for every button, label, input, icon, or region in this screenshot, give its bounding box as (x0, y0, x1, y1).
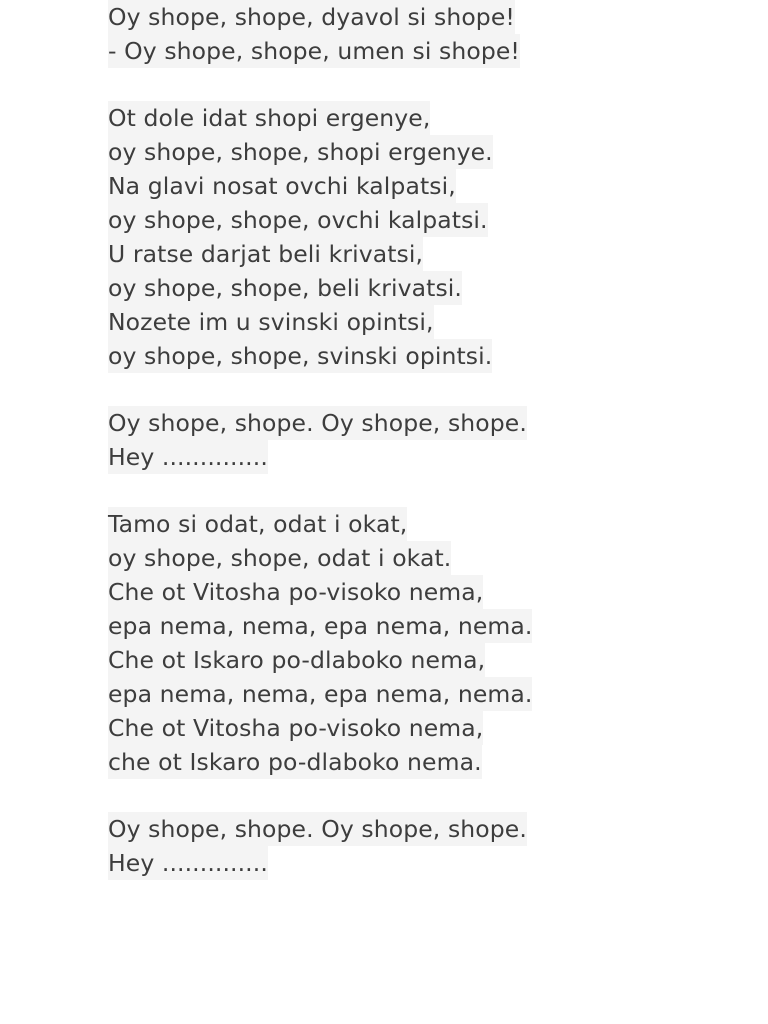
lyrics-line: Che ot Iskaro po-dlaboko nema, (108, 643, 485, 677)
lyrics-stanza (108, 507, 768, 779)
lyrics-line: oy shope, shope, shopi ergenye. (108, 135, 493, 169)
lyrics-line: Nozete im u svinski opintsi, (108, 305, 434, 339)
lyrics-stanza (108, 812, 768, 880)
lyrics-line: Hey .............. (108, 440, 268, 474)
lyrics-line: Na glavi nosat ovchi kalpatsi, (108, 169, 456, 203)
lyrics-line: Che ot Vitosha po-visoko nema, (108, 711, 483, 745)
lyrics-line: epa nema, nema, epa nema, nema. (108, 677, 532, 711)
lyrics-line: - Oy shope, shope, umen si shope! (108, 34, 520, 68)
lyrics-line: Oy shope, shope. Oy shope, shope. (108, 812, 527, 846)
lyrics-stanza (108, 406, 768, 474)
lyrics-line: Ot dole idat shopi ergenye, (108, 101, 430, 135)
lyrics-line: oy shope, shope, odat i okat. (108, 541, 451, 575)
lyrics-line: U ratse darjat beli krivatsi, (108, 237, 423, 271)
lyrics-line: Tamo si odat, odat i okat, (108, 507, 407, 541)
lyrics-line: epa nema, nema, epa nema, nema. (108, 609, 532, 643)
lyrics-line: Hey .............. (108, 846, 268, 880)
lyrics-line: Oy shope, shope, dyavol si shope! (108, 0, 515, 34)
lyrics-line: che ot Iskaro po-dlaboko nema. (108, 745, 482, 779)
lyrics-line: Che ot Vitosha po-visoko nema, (108, 575, 483, 609)
lyrics-stanza (108, 0, 768, 68)
lyrics-line: oy shope, shope, ovchi kalpatsi. (108, 203, 488, 237)
lyrics-line: oy shope, shope, svinski opintsi. (108, 339, 492, 373)
lyrics-line: Oy shope, shope. Oy shope, shope. (108, 406, 527, 440)
lyrics-stanza (108, 101, 768, 373)
lyrics-line: oy shope, shope, beli krivatsi. (108, 271, 462, 305)
